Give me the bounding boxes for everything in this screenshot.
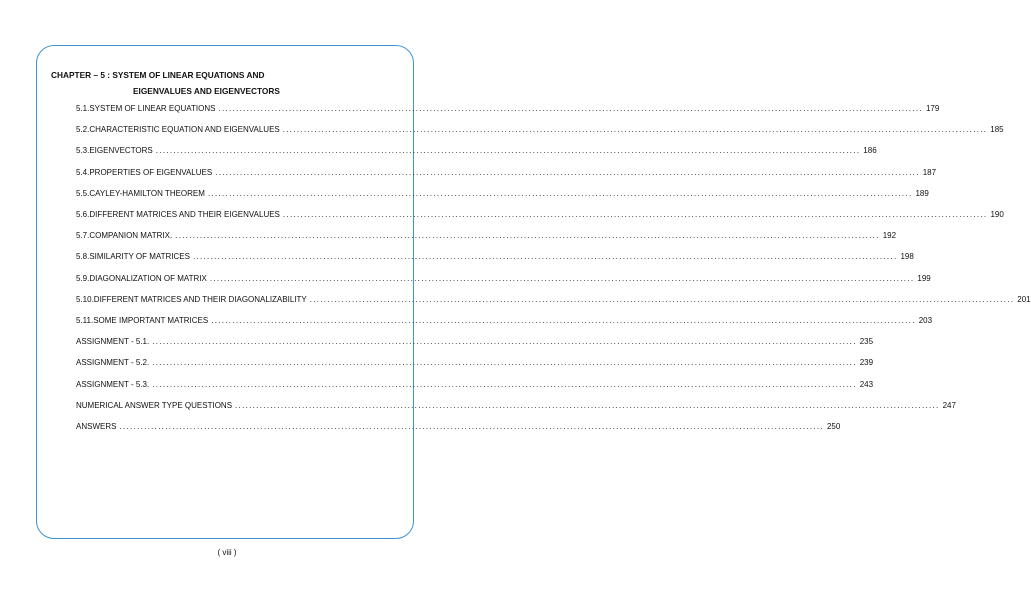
toc-entry-title: DIFFERENT MATRICES AND THEIR DIAGONALIZABILITY (93, 294, 307, 304)
toc-entry-page: 192 (882, 231, 897, 241)
toc-entry-title: ASSIGNMENT - 5.3. (76, 379, 150, 389)
toc-entry-page: 243 (859, 379, 874, 389)
toc-leader-dots: ........................................................................................................................................................................................................ (209, 273, 915, 283)
toc-entry-title: SYSTEM OF LINEAR EQUATIONS (89, 104, 216, 113)
toc-entry-number: 5.9. (76, 273, 90, 283)
toc-entry-page: 198 (900, 252, 914, 262)
toc-leader-dots: ........................................................................................................................................................................................................ (218, 104, 923, 113)
toc-entry[interactable] (76, 210, 1004, 220)
toc-leader-dots: ........................................................................................................................................................................................................ (175, 231, 880, 241)
toc-entry-page: 186 (863, 146, 877, 156)
toc-entry[interactable] (76, 400, 956, 411)
toc-leader-dots: ........................................................................................................................................................................................................ (282, 125, 988, 135)
toc-entry-title: COMPANION MATRIX. (89, 231, 173, 241)
toc-entry[interactable] (76, 188, 929, 199)
toc-entry[interactable] (76, 231, 897, 241)
toc-entry-title: DIAGONALIZATION OF MATRIX (89, 273, 207, 283)
toc-entry[interactable] (76, 337, 874, 347)
toc-entry-page: 239 (859, 358, 874, 368)
toc-entry-page: 247 (942, 400, 956, 410)
toc-entry[interactable] (76, 379, 874, 390)
toc-leader-dots: ........................................................................................................................................................................................................ (119, 422, 824, 431)
toc-entry-title: SOME IMPORTANT MATRICES (93, 316, 209, 325)
toc-leader-dots: ........................................................................................................................................................................................................ (211, 316, 916, 325)
toc-entry-page: 199 (917, 273, 931, 283)
toc-entry-number: 5.3. (76, 146, 90, 156)
toc-entry[interactable] (76, 252, 914, 262)
toc-leader-dots: ........................................................................................................................................................................................................ (207, 188, 913, 198)
toc-leader-dots: ........................................................................................................................................................................................................ (152, 337, 857, 347)
toc-entry-title: DIFFERENT MATRICES AND THEIR EIGENVALUES (89, 210, 280, 219)
toc-entry-title: PROPERTIES OF EIGENVALUES (89, 167, 213, 177)
toc-entry-title: EIGENVECTORS (89, 146, 153, 156)
chapter-heading-continued: EIGENVALUES AND EIGENVECTORS (133, 86, 280, 96)
toc-entry-page: 187 (922, 167, 937, 177)
toc-entry[interactable] (76, 316, 933, 326)
toc-entry-number: 5.10. (76, 294, 94, 304)
page-number-footer: ( viii ) (217, 548, 237, 557)
toc-leader-dots: ........................................................................................................................................................................................................ (215, 167, 920, 177)
toc-entry-page: 203 (918, 316, 933, 325)
toc-entry-page: 190 (990, 210, 1004, 219)
toc-leader-dots: ........................................................................................................................................................................................................ (235, 400, 940, 410)
toc-entry[interactable] (76, 104, 940, 114)
toc-leader-dots: ........................................................................................................................................................................................................ (192, 252, 898, 262)
toc-entry-title: ASSIGNMENT - 5.2. (76, 358, 150, 368)
toc-entry-number: 5.6. (76, 210, 90, 219)
toc-leader-dots: ........................................................................................................................................................................................................ (155, 146, 861, 156)
toc-entry-number: 5.7. (76, 231, 90, 241)
toc-entry[interactable] (76, 167, 937, 178)
toc-leader-dots: ........................................................................................................................................................................................................ (282, 210, 988, 219)
toc-entry-page: 189 (915, 188, 929, 198)
toc-entry-number: 5.2. (76, 125, 90, 135)
toc-entry-page: 185 (990, 125, 1004, 135)
toc-entry-number: 5.8. (76, 252, 90, 262)
toc-entry-number: 5.11. (76, 316, 94, 325)
toc-leader-dots: ........................................................................................................................................................................................................ (152, 358, 857, 368)
toc-entry-number: 5.4. (76, 167, 90, 177)
toc-entry-page: 250 (826, 422, 841, 431)
toc-entry[interactable] (76, 358, 874, 368)
toc-entry-page: 179 (925, 104, 940, 113)
toc-entry-number: 5.1. (76, 104, 90, 113)
toc-entry[interactable] (76, 422, 841, 432)
toc-entry-number: 5.5. (76, 188, 90, 198)
toc-entry-title: ASSIGNMENT - 5.1. (76, 337, 150, 347)
toc-entry-title: SIMILARITY OF MATRICES (89, 252, 190, 262)
toc-leader-dots: ........................................................................................................................................................................................................ (309, 294, 1015, 304)
page-frame (36, 45, 414, 539)
toc-entry-title: CAYLEY-HAMILTON THEOREM (89, 188, 205, 198)
toc-entry-title: CHARACTERISTIC EQUATION AND EIGENVALUES (89, 125, 280, 135)
toc-entry-title: ANSWERS (76, 422, 117, 431)
chapter-heading: CHAPTER – 5 : SYSTEM OF LINEAR EQUATIONS AND (51, 70, 265, 80)
toc-leader-dots: ........................................................................................................................................................................................................ (152, 379, 857, 389)
toc-entry[interactable] (76, 294, 1031, 305)
toc-entry[interactable] (76, 146, 877, 156)
toc-entry[interactable] (76, 125, 1004, 135)
toc-entry-title: NUMERICAL ANSWER TYPE QUESTIONS (76, 400, 233, 410)
toc-entry-page: 235 (859, 337, 874, 347)
toc-entry-page: 201 (1017, 294, 1031, 304)
toc-entry[interactable] (76, 273, 931, 284)
